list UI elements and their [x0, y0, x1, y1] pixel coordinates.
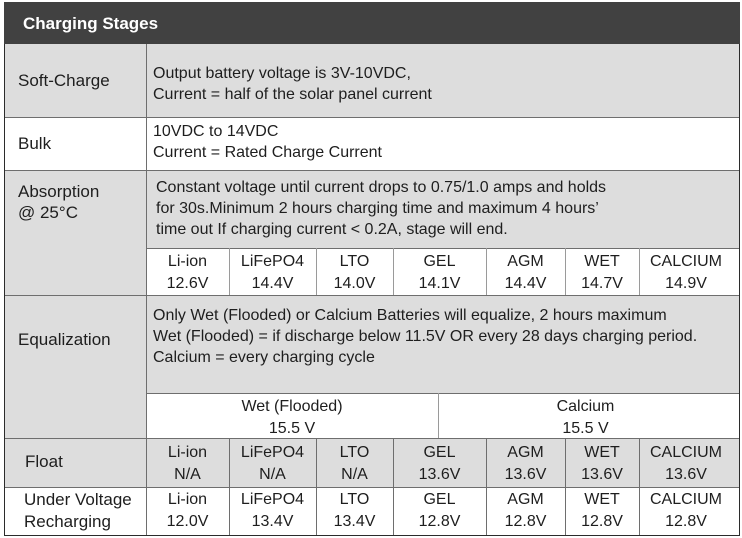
column-divider — [393, 438, 394, 535]
equalization-wet-cell: Wet (Flooded) 15.5 V — [241, 398, 343, 437]
equalization-label: Equalization — [5, 295, 146, 438]
float-wet-cell: WET 13.6V — [581, 444, 623, 483]
row-divider — [146, 393, 739, 394]
column-divider — [229, 248, 230, 295]
bulk-description: 10VDC to 14VDC Current = Rated Charge Current — [146, 117, 739, 170]
float-agm-cell: AGM 13.6V — [504, 444, 547, 483]
uv-lifepo4-cell: LiFePO4 13.4V — [240, 491, 305, 530]
bulk-label: Bulk — [5, 117, 146, 170]
column-divider — [316, 438, 317, 535]
absorption-description: Constant voltage until current drops to 0.75/1.0 amps and holds for 30s.Minimum 2 hours charging time and maximum 4 hours’ time out If charging current < 0.2A, stage will end. — [146, 170, 739, 248]
uv-calcium-cell: CALCIUM 12.8V — [649, 491, 722, 530]
absorption-calcium-cell: CALCIUM 14.9V — [649, 253, 722, 292]
float-li-ion-cell: Li-ion N/A — [167, 444, 208, 483]
column-divider — [486, 248, 487, 295]
under-voltage-label: Under Voltage Recharging — [5, 487, 146, 535]
uv-gel-cell: GEL 12.8V — [418, 491, 461, 530]
absorption-label: Absorption @ 25°C — [5, 170, 146, 295]
float-calcium-cell: CALCIUM 13.6V — [649, 444, 722, 483]
soft-charge-description: Output battery voltage is 3V-10VDC, Current = half of the solar panel current — [146, 44, 739, 117]
float-label: Float — [5, 438, 146, 487]
absorption-agm-cell: AGM 14.4V — [504, 253, 547, 292]
column-divider — [393, 248, 394, 295]
column-divider — [639, 438, 640, 535]
column-divider — [565, 248, 566, 295]
absorption-lto-cell: LTO 14.0V — [333, 253, 376, 292]
float-lifepo4-cell: LiFePO4 N/A — [240, 444, 305, 483]
column-divider — [438, 393, 439, 438]
uv-lto-cell: LTO 13.4V — [333, 491, 376, 530]
float-lto-cell: LTO N/A — [339, 444, 370, 483]
column-divider — [146, 44, 147, 535]
absorption-li-ion-cell: Li-ion 12.6V — [166, 253, 209, 292]
uv-agm-cell: AGM 12.8V — [504, 491, 547, 530]
column-divider — [316, 248, 317, 295]
equalization-calcium-cell: Calcium 15.5 V — [556, 398, 615, 437]
table-title: Charging Stages — [4, 2, 740, 44]
column-divider — [486, 438, 487, 535]
row-divider — [5, 117, 739, 118]
column-divider — [229, 438, 230, 535]
column-divider — [639, 248, 640, 295]
row-divider — [146, 248, 739, 249]
absorption-gel-cell: GEL 14.1V — [418, 253, 461, 292]
soft-charge-label: Soft-Charge — [5, 44, 146, 117]
row-divider — [5, 438, 739, 439]
row-divider — [5, 295, 739, 296]
equalization-description: Only Wet (Flooded) or Calcium Batteries will equalize, 2 hours maximum Wet (Flooded) = if discharge below 11.5V OR every 28 days charging period. Calcium = every charging cycle — [146, 295, 739, 393]
column-divider — [565, 438, 566, 535]
uv-wet-cell: WET 12.8V — [581, 491, 623, 530]
row-divider — [5, 170, 739, 171]
uv-li-ion-cell: Li-ion 12.0V — [166, 491, 209, 530]
absorption-lifepo4-cell: LiFePO4 14.4V — [240, 253, 305, 292]
absorption-wet-cell: WET 14.7V — [581, 253, 623, 292]
row-divider — [5, 487, 739, 488]
float-gel-cell: GEL 13.6V — [418, 444, 461, 483]
